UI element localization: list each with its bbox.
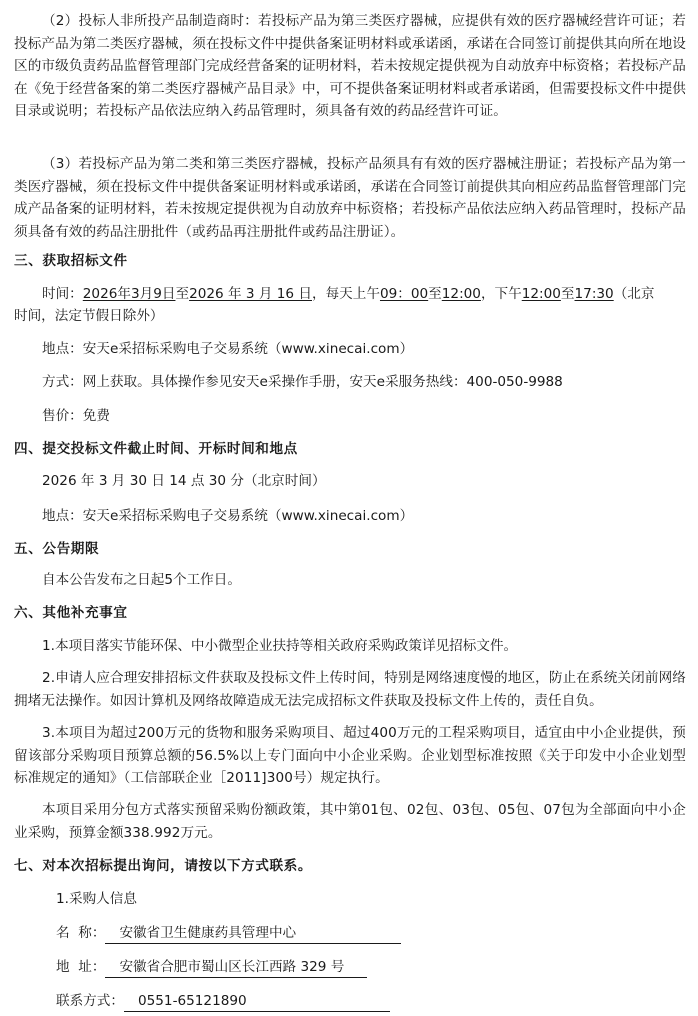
acquire-method: 方式：网上获取。具体操作参见安天e采操作手册，安天e采服务热线：400-050-9988: [42, 374, 563, 390]
to-2: 至: [428, 286, 442, 302]
supplement-item-2: 2.申请人应合理安排招标文件获取及投标文件上传时间，特别是网络速度慢的地区，防止在系统关闭前网络拥堵无法操作。如因计算机及网络故障造成无法完成招标文件获取及投标文件上传的，责任自负。: [14, 670, 686, 709]
section-5-heading: 五、公告期限: [14, 541, 100, 557]
to-3: 至: [560, 286, 575, 302]
acquire-time-line: [42, 283, 692, 306]
section-6-heading: 六、其他补充事宜: [14, 605, 128, 621]
acquire-price: 售价：免费: [42, 408, 110, 424]
daily-label: ，每天上午: [312, 286, 380, 302]
purchaser-contact-row: [56, 990, 390, 1013]
supplement-item-3: 3.本项目为超过200万元的货物和服务采购项目、超过400万元的工程采购项目，适宜由中小企业提供，预留该部分采购项目预算总额的56.5%以上专门面向中小企业采购。企业划型标准按照《关于印发中小企业划型标准规定的通知》（工信部联企业［2011]300号）规定执行。: [14, 725, 686, 786]
purchaser-contact-value: 0551-65121890: [124, 992, 390, 1012]
bid-deadline: 2026 年 3 月 30 日 14 点 30 分（北京时间）: [42, 473, 326, 489]
section-3-heading: 三、获取招标文件: [14, 253, 128, 269]
qualification-item-2: （2）投标人非所投产品制造商时：若投标产品为第三类医疗器械，应提供有效的医疗器械经营许可证；若投标产品为第二类医疗器械，须在投标文件中提供备案证明材料或承诺函，承诺在合同签订前提供其向所在地设区的市级负责药品监督管理部门完成经营备案的证明材料，若未按规定提供视为自动放弃中标资格；若投标产品在《免于经营备案的第二类医疗器械产品目录》中，可不提供备案证明材料或者承诺函，但需要投标文件中提供目录或说明；若投标产品依法应纳入药品管理时，须具备有效的药品经营许可证。: [14, 13, 686, 119]
to-1: 至: [175, 286, 190, 302]
purchaser-address-row: [56, 956, 367, 979]
purchaser-contact-label: 联系方式：: [56, 993, 124, 1009]
section-7-heading: 七、对本次招标提出询问，请按以下方式联系。: [14, 858, 313, 874]
acquire-place: 地点：安天e采招标采购电子交易系统（www.xinecai.com）: [42, 341, 414, 357]
time-label: 时间：: [42, 286, 83, 302]
am-end: 12:00: [441, 286, 481, 302]
pm-end: 17:30: [574, 286, 614, 302]
am-start: 09：00: [379, 286, 429, 302]
date-end: 2026 年 3 月 16 日: [189, 286, 312, 302]
purchaser-address-value: 安徽省合肥市蜀山区长江西路 329 号: [105, 958, 367, 978]
notice-period: 自本公告发布之日起5个工作日。: [42, 572, 241, 588]
acquire-time-note: 时间，法定节假日除外）: [14, 308, 164, 324]
purchaser-info-title: 1.采购人信息: [56, 891, 137, 907]
pm-start: 12:00: [521, 286, 561, 302]
beijing-open: （北京: [613, 286, 655, 302]
purchaser-address-label: 地 址：: [56, 959, 106, 975]
supplement-item-1: 1.本项目落实节能环保、中小微型企业扶持等相关政府采购政策详见招标文件。: [42, 638, 518, 654]
pm-label: ，下午: [480, 286, 522, 302]
purchaser-name-label: 名 称：: [56, 925, 106, 941]
purchaser-name-value: 安徽省卫生健康药具管理中心: [105, 924, 401, 944]
purchaser-name-row: [56, 922, 401, 945]
section-4-heading: 四、提交投标文件截止时间、开标时间和地点: [14, 441, 298, 457]
bid-place: 地点：安天e采招标采购电子交易系统（www.xinecai.com）: [42, 508, 414, 524]
date-start: 2026年3月9日: [82, 286, 176, 302]
supplement-item-4: 本项目采用分包方式落实预留采购份额政策，其中第01包、02包、03包、05包、07包为全部面向中小企业采购，预算金额338.992万元。: [14, 802, 686, 841]
qualification-item-3: （3）若投标产品为第二类和第三类医疗器械，投标产品须具有有效的医疗器械注册证；若投标产品为第一类医疗器械，须在投标文件中提供备案证明材料或承诺函，承诺在合同签订前提供其向相应药品监督管理部门完成产品备案的证明材料，若未按规定提供视为自动放弃中标资格；若投标产品依法应纳入药品管理时，投标产品须具备有效的药品注册批件（或药品再注册批件或药品注册证）。: [14, 156, 686, 240]
